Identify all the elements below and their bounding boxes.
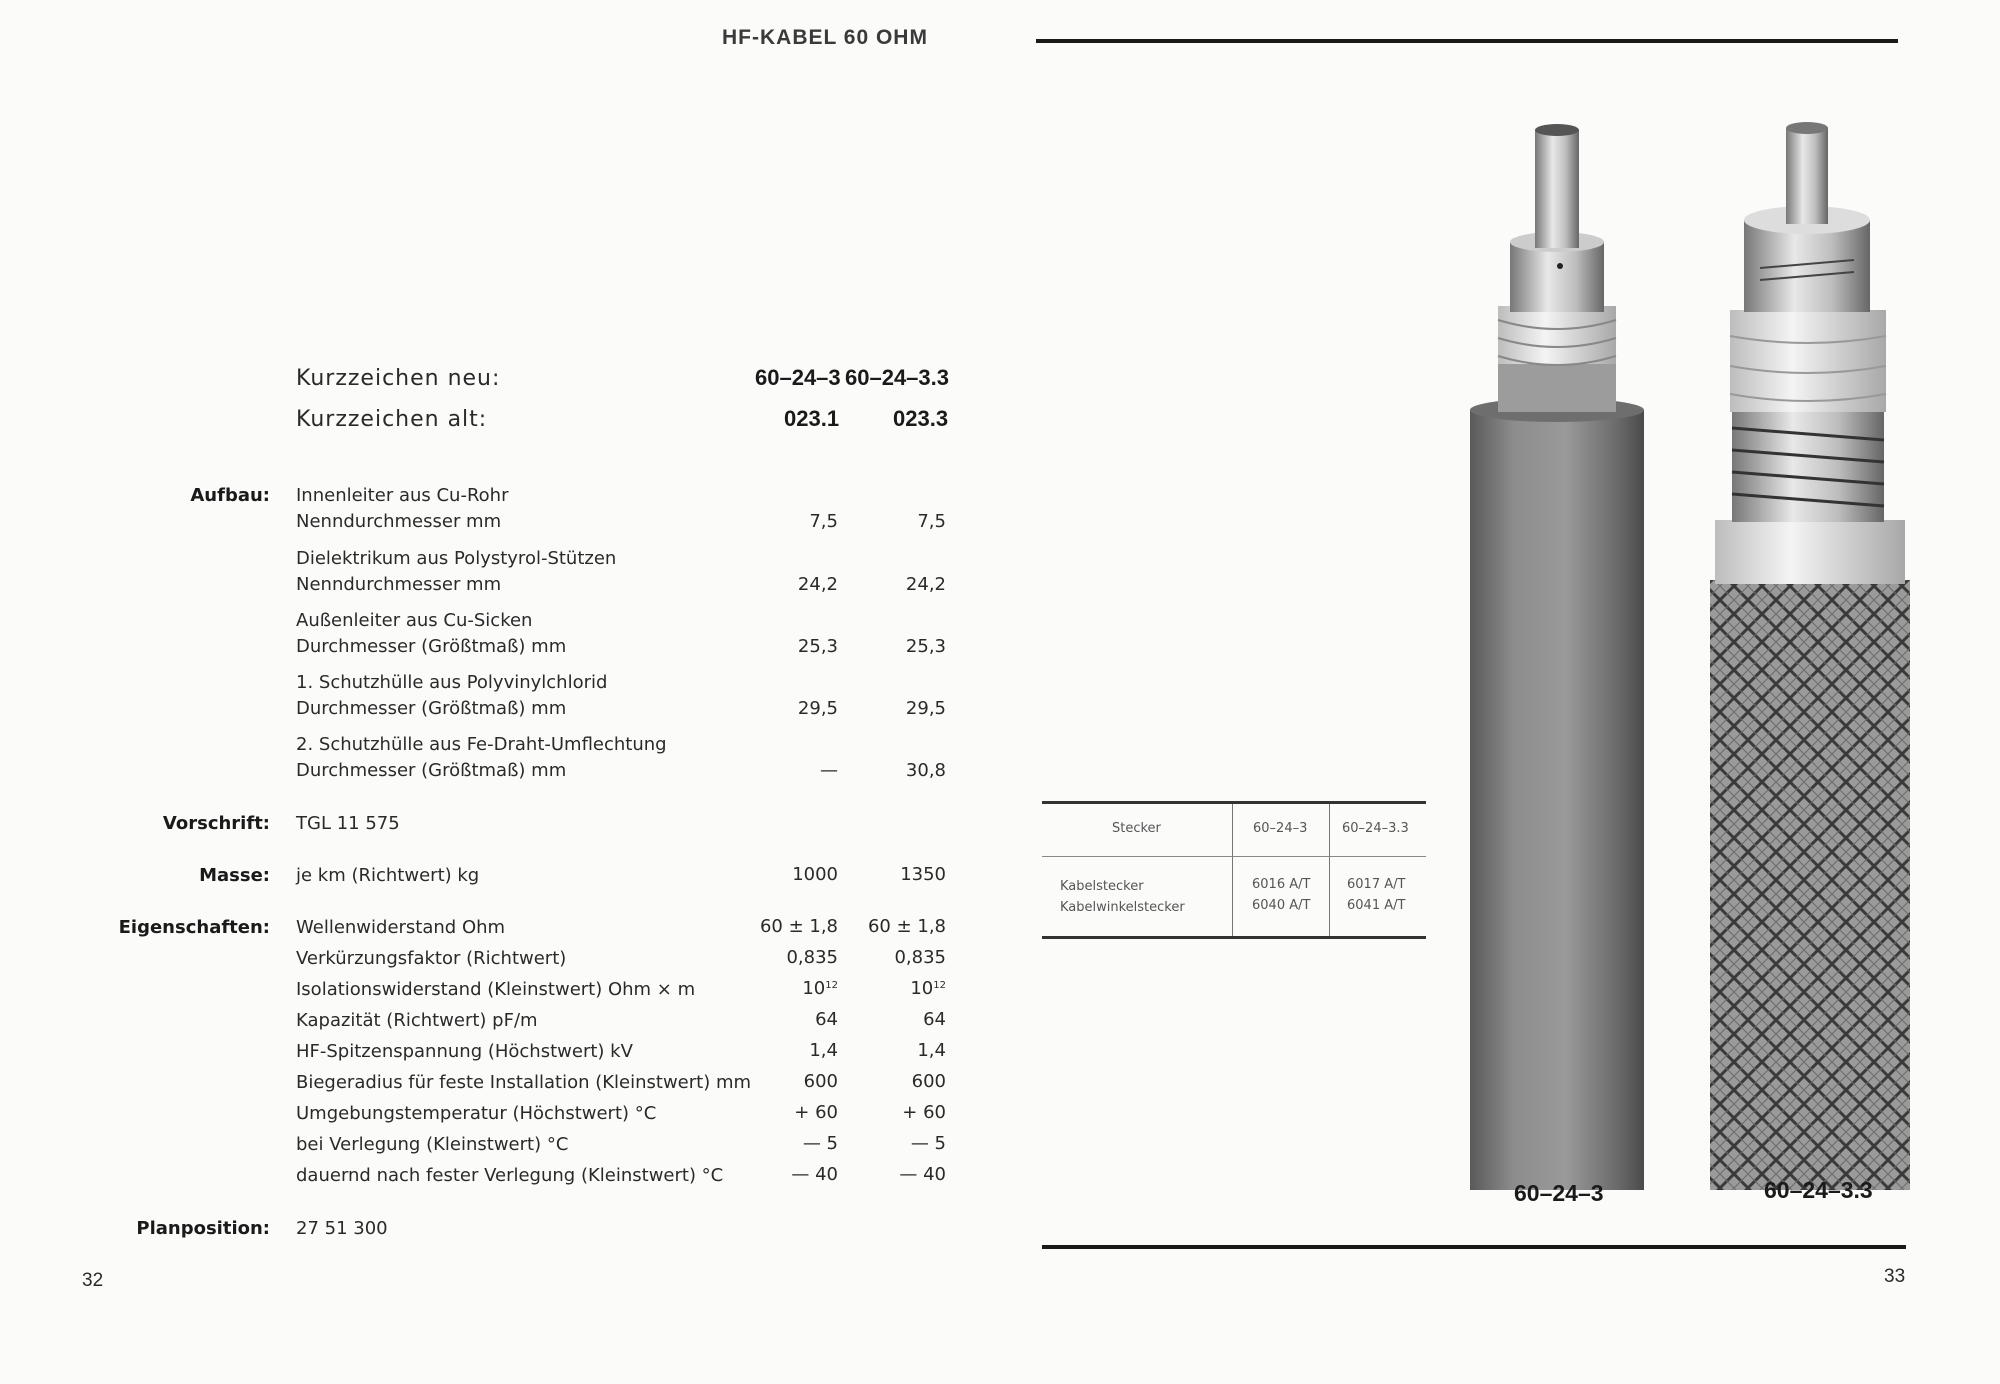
aufbau-row-value2: 7,5: [917, 511, 946, 532]
masse-value1: 1000: [792, 864, 838, 885]
eigenschaften-row-value2: [836, 978, 946, 999]
eigenschaften-row-value1: — 5: [802, 1133, 838, 1154]
eigenschaften-row-value1: [728, 978, 838, 999]
aufbau-row-value1: 25,3: [797, 636, 838, 657]
value-exponent: 12: [825, 980, 838, 991]
aufbau-row-value2: 29,5: [905, 698, 946, 719]
aufbau-row-line1: Innenleiter aus Cu-Rohr: [296, 485, 509, 506]
stecker-table-divider: [1329, 804, 1330, 936]
code-old-col2: 023.3: [893, 406, 949, 431]
eigenschaften-row-value2: 64: [923, 1009, 946, 1030]
aufbau-row-line2: Durchmesser (Größtmaß) mm: [296, 698, 567, 719]
stecker-table: [1042, 801, 1426, 939]
cable-photos: [1440, 110, 1920, 1190]
stecker-table-header-rule: [1042, 856, 1426, 857]
page-number-right: 33: [1884, 1266, 1906, 1287]
aufbau-row-value1: 29,5: [797, 698, 838, 719]
cable-right-image: [1710, 122, 1910, 1190]
eigenschaften-row-value2: 60 ± 1,8: [867, 916, 946, 937]
eigenschaften-row-text: Kapazität (Richtwert) pF/m: [296, 1010, 538, 1031]
code-new-label: Kurzzeichen neu:: [296, 366, 501, 391]
vorschrift-label: Vorschrift:: [162, 813, 270, 834]
cable-left-image: [1470, 124, 1644, 1190]
eigenschaften-row-value2: 600: [911, 1071, 946, 1092]
eigenschaften-row-value1: 600: [803, 1071, 838, 1092]
aufbau-row-line2: Nenndurchmesser mm: [296, 574, 502, 595]
eigenschaften-row-value1: 64: [815, 1009, 838, 1030]
aufbau-row-value1: —: [820, 760, 838, 781]
aufbau-row-value2: 30,8: [905, 760, 946, 781]
eigenschaften-row-value1: 60 ± 1,8: [759, 916, 838, 937]
stecker-header-col1: 60–24–3: [1253, 821, 1308, 836]
photo-caption-left: 60–24–3: [1514, 1180, 1604, 1206]
value-base: 10: [910, 978, 934, 999]
stecker-table-divider: [1232, 804, 1233, 936]
stecker-row-col1: 6040 A/T: [1252, 898, 1311, 913]
aufbau-row-line2: Durchmesser (Größtmaß) mm: [296, 636, 567, 657]
stecker-row-name: Kabelstecker: [1060, 879, 1144, 894]
photo-caption-right: 60–24–3.3: [1764, 1177, 1873, 1203]
value-base: 10: [802, 978, 826, 999]
eigenschaften-row-value1: + 60: [794, 1102, 838, 1123]
code-old-label: Kurzzeichen alt:: [296, 407, 488, 432]
aufbau-row-value1: 7,5: [809, 511, 838, 532]
eigenschaften-row-text: Isolationswiderstand (Kleinstwert) Ohm × m: [296, 979, 696, 1000]
eigenschaften-row-value2: — 5: [910, 1133, 946, 1154]
aufbau-row-line1: 1. Schutzhülle aus Polyvinylchlorid: [296, 672, 608, 693]
code-old-col1: 023.1: [784, 406, 840, 431]
aufbau-row-line1: Dielektrikum aus Polystyrol-Stützen: [296, 548, 617, 569]
stecker-row-name: Kabelwinkelstecker: [1060, 900, 1185, 915]
stecker-row-col2: 6041 A/T: [1347, 898, 1406, 913]
planposition-value: 27 51 300: [296, 1218, 388, 1239]
masse-label: Masse:: [199, 865, 270, 886]
stecker-header-name: Stecker: [1112, 821, 1161, 836]
aufbau-row-value1: 24,2: [797, 574, 838, 595]
masse-text: je km (Richtwert) kg: [296, 865, 480, 886]
aufbau-row-line2: Durchmesser (Größtmaß) mm: [296, 760, 567, 781]
eigenschaften-row-value2: — 40: [899, 1164, 946, 1185]
aufbau-row-value2: 25,3: [905, 636, 946, 657]
eigenschaften-row-value2: 0,835: [894, 947, 946, 968]
stecker-header-col2: 60–24–3.3: [1342, 821, 1409, 836]
eigenschaften-row-text: dauernd nach fester Verlegung (Kleinstwert) °C: [296, 1165, 724, 1186]
aufbau-row-line1: Außenleiter aus Cu-Sicken: [296, 610, 533, 631]
header-rule: [1036, 39, 1898, 43]
eigenschaften-row-value2: 1,4: [917, 1040, 946, 1061]
eigenschaften-label: Eigenschaften:: [118, 917, 270, 938]
aufbau-row-value2: 24,2: [905, 574, 946, 595]
stecker-row-col2: 6017 A/T: [1347, 877, 1406, 892]
eigenschaften-row-value1: 0,835: [786, 947, 838, 968]
eigenschaften-row-text: HF-Spitzenspannung (Höchstwert) kV: [296, 1041, 633, 1062]
eigenschaften-row-value1: — 40: [791, 1164, 838, 1185]
page-title: HF-KABEL 60 OHM: [722, 26, 928, 49]
eigenschaften-row-text: Umgebungstemperatur (Höchstwert) °C: [296, 1103, 657, 1124]
aufbau-label: Aufbau:: [190, 485, 270, 506]
value-exponent: 12: [933, 980, 946, 991]
stecker-row-col1: 6016 A/T: [1252, 877, 1311, 892]
aufbau-row-line2: Nenndurchmesser mm: [296, 511, 502, 532]
vorschrift-value: TGL 11 575: [296, 813, 400, 834]
masse-value2: 1350: [900, 864, 946, 885]
code-new-col2: 60–24–3.3: [845, 365, 949, 390]
eigenschaften-row-text: Wellenwiderstand Ohm: [296, 917, 506, 938]
footer-rule: [1042, 1245, 1906, 1249]
planposition-label: Planposition:: [136, 1218, 270, 1239]
eigenschaften-row-value1: 1,4: [809, 1040, 838, 1061]
eigenschaften-row-text: bei Verlegung (Kleinstwert) °C: [296, 1134, 569, 1155]
eigenschaften-row-value2: + 60: [902, 1102, 946, 1123]
code-new-col1: 60–24–3: [755, 365, 841, 390]
page-number-left: 32: [82, 1270, 104, 1291]
aufbau-row-line1: 2. Schutzhülle aus Fe-Draht-Umflechtung: [296, 734, 667, 755]
eigenschaften-row-text: Verkürzungsfaktor (Richtwert): [296, 948, 567, 969]
eigenschaften-row-text: Biegeradius für feste Installation (Kleinstwert) mm: [296, 1072, 752, 1093]
